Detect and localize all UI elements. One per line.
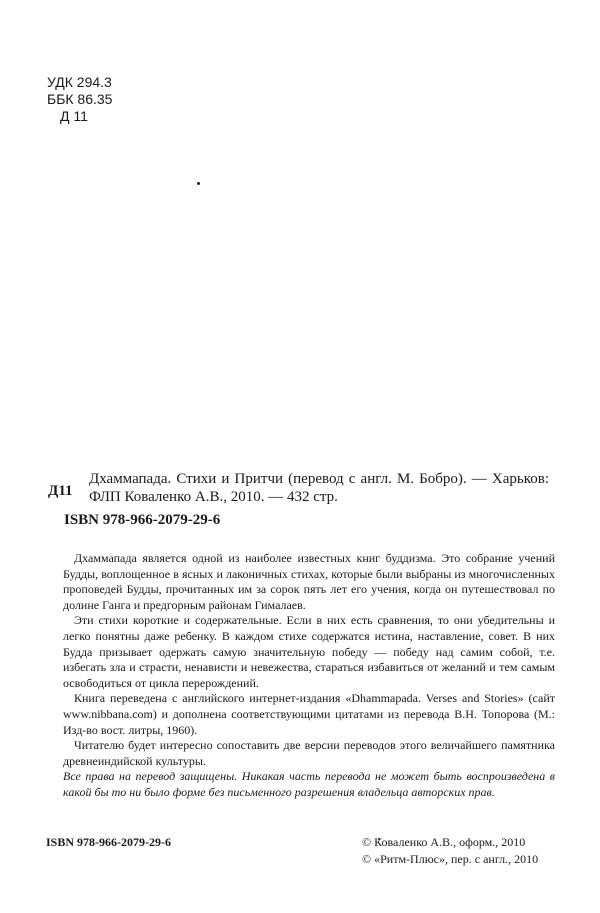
entry-code: Д11 bbox=[48, 483, 73, 499]
author-mark: Д 11 bbox=[60, 108, 88, 124]
stray-dot bbox=[197, 182, 200, 185]
udk-code: УДК 294.3 bbox=[47, 74, 112, 90]
isbn: ISBN 978-966-2079-29-6 bbox=[64, 512, 221, 528]
bibliographic-entry: Дхаммапада. Стихи и Притчи (перевод с англ. М. Бобро). — Харьков: ФЛП Коваленко А.В., 2010. — 432 стр. bbox=[89, 471, 549, 505]
annotation bbox=[63, 551, 555, 769]
copyright-translation: © «Ритм-Плюс», пер. с англ., 2010 bbox=[362, 852, 539, 866]
footer-isbn: ISBN 978-966-2079-29-6 bbox=[46, 835, 171, 849]
rights-notice: Все права на перевод защищены. Никакая часть перевода не может быть воспроизведена в какой бы то ни было форме без письменного разрешения владельца авторских прав. bbox=[63, 769, 555, 799]
annotation-paragraph-4: Читателю будет интересно сопоставить две версии переводов этого величайшего памятника древнеиндийской культуры. bbox=[63, 738, 555, 768]
bbk-code: ББК 86.35 bbox=[47, 91, 113, 107]
annotation-paragraph-1: Дхаммапада является одной из наиболее известных книг буддизма. Это собрание учений Будды, воплощенное в ясных и лаконичных стихах, которые были выбраны из многочисленных проповедей Будды, прочитанных им за сорок пять лет его учения, когда он путешествовал по долине Ганга и предгорным районам Гималаев. bbox=[63, 551, 555, 612]
annotation-paragraph-3: Книга переведена с английского интернет-издания «Dhammapada. Verses and Stories» (сайт www.nibbana.com) и дополнена соответствующими цитатами из перевода В.Н. Топорова (М.: Изд-во вост. литры, 1960). bbox=[63, 691, 555, 737]
copyright-design: © Коваленко А.В., оформ., 2010 bbox=[362, 835, 526, 849]
annotation-paragraph-2: Эти стихи короткие и содержательные. Если в них есть сравнения, то они убедительны и легко понятны даже ребенку. В каждом стихе содержатся истина, наставление, совет. В них Будда призывает одержать самую значительную победу — победу над самим собой, т.е. избегать зла и страсти, ненависти и невежества, стараться избавиться от желаний и тем самым освободиться от цикла перерождений. bbox=[63, 613, 555, 690]
